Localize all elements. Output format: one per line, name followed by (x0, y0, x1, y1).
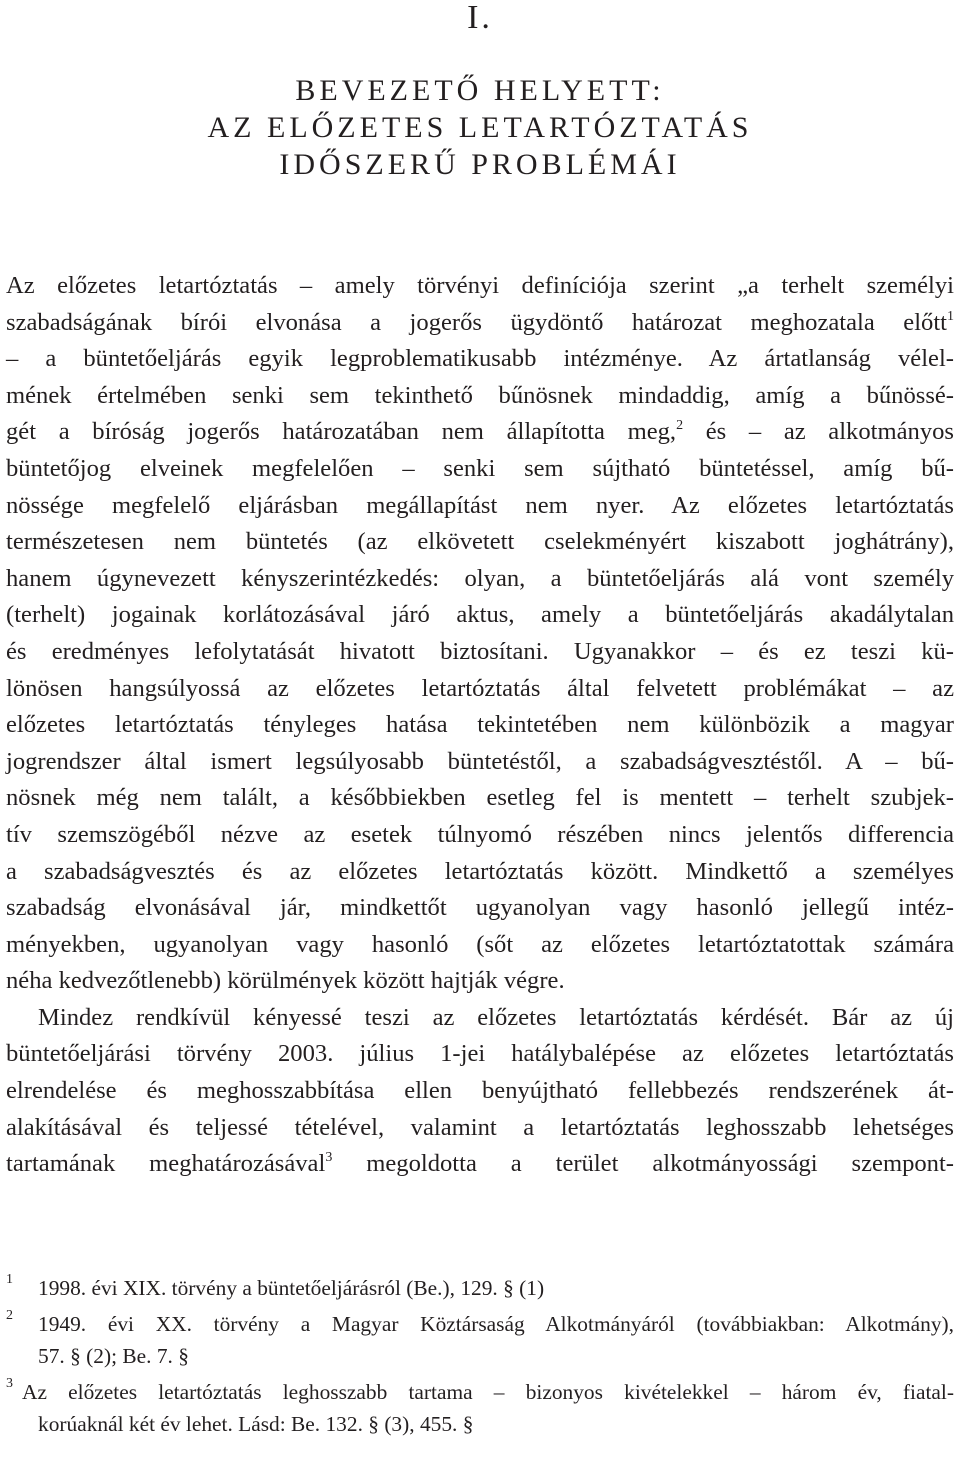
body-line: jogrendszer által ismert legsúlyosabb büntetéstől, a szabadságvesztéstől. A – bű- (6, 747, 954, 775)
body-line: tartamának meghatározásával$^3$ megoldotta a terület alkotmányossági szempont- (6, 1150, 954, 1178)
body-line: természetesen nem büntetés (az elkövetett cselekményért kiszabott joghátrány), (6, 528, 954, 556)
body-line: tív szemszögéből nézve az esetek túlnyomó részében nincs jelentős differencia (6, 820, 954, 848)
chapter-number (0, 0, 960, 38)
body-line: szabadságának bírói elvonása a jogerős ügydöntő határozat meghozatala előtt$^1$ (6, 308, 954, 336)
body-line: Az előzetes letartóztatás – amely törvényi definíciója szerint „a terhelt személyi (6, 272, 954, 299)
footnote-line: 1998. évi XIX. törvény a büntetőeljárásról (Be.), 129. § (1) (38, 1276, 545, 1300)
footnote-line: korúaknál két év lehet. Lásd: Be. 132. § (3), 455. § (38, 1412, 474, 1436)
body-text (6, 268, 954, 1183)
footnote (0, 1272, 954, 1304)
body-line: mének értelmében senki sem tekinthető bűnösnek mindaddig, amíg a bűnössé- (6, 381, 954, 409)
footnote-mark[interactable]: 3 (325, 1150, 333, 1166)
chapter-number-text: I. (467, 0, 493, 36)
body-line: alakításával és teljessé tételével, valamint a letartóztatás leghosszabb lehetséges (6, 1113, 954, 1141)
footnote-mark[interactable]: 2 (676, 418, 684, 434)
body-line: – a büntetőeljárás egyik legproblematikusabb intézménye. Az ártatlanság vélel- (6, 345, 954, 373)
chapter-title (0, 72, 960, 183)
footnote-number: 3 (6, 1376, 13, 1391)
body-line: előzetes letartóztatás tényleges hatása tekintetében nem különbözik a magyar (6, 711, 954, 739)
body-line: ményekben, ugyanolyan vagy hasonló (sőt az előzetes letartóztatottak számára (6, 930, 954, 958)
footnotes (0, 1272, 954, 1444)
body-line: nösnek még nem talált, a későbbiekben esetleg fel is mentett – terhelt szubjek- (6, 784, 954, 812)
body-line: szabadság elvonásával jár, mindkettőt ugyanolyan vagy hasonló jellegű intéz- (6, 894, 954, 922)
body-line: hanem úgynevezett kényszerintézkedés: olyan, a büntetőeljárás alá vont személy (6, 564, 954, 592)
body-line: néha kedvezőtlenebb) körülmények között hajtják végre. (6, 967, 565, 995)
chapter-title-line: BEVEZETŐ HELYETT: (295, 74, 665, 107)
footnote (0, 1308, 954, 1372)
footnote-line: 57. § (2); Be. 7. § (38, 1344, 189, 1368)
body-line: elrendelése és meghosszabbítása ellen benyújtható fellebbezés rendszerének át- (6, 1077, 954, 1105)
footnote-number: 2 (6, 1308, 13, 1323)
chapter-title-line: IDŐSZERŰ PROBLÉMÁI (279, 148, 681, 181)
footnote-line: Az előzetes letartóztatás leghosszabb tartama – bizonyos kivételekkel – három év, fiatal- (22, 1380, 954, 1404)
body-line: Mindez rendkívül kényessé teszi az előzetes letartóztatás kérdését. Bár az új (38, 1003, 954, 1031)
footnote-line: 1949. évi XX. törvény a Magyar Köztársaság Alkotmányáról (továbbiakban: Alkotmány), (38, 1312, 954, 1336)
footnote-mark[interactable]: 1 (947, 308, 954, 324)
chapter-title-line: AZ ELŐZETES LETARTÓZTATÁS (207, 111, 753, 144)
footnote (0, 1376, 954, 1440)
body-line: lönösen hangsúlyossá az előzetes letartóztatás által felvetett problémákat – az (6, 674, 954, 702)
body-line: nössége megfelelő eljárásban megállapítást nem nyer. Az előzetes letartóztatás (6, 491, 954, 519)
footnote-number: 1 (6, 1272, 13, 1287)
body-line: (terhelt) jogainak korlátozásával járó aktus, amely a büntetőeljárás akadálytalan (6, 601, 954, 629)
body-line: gét a bíróság jogerős határozatában nem állapította meg,$^2$ és – az alkotmányos (6, 418, 954, 446)
body-line: és eredményes lefolytatását hivatott biztosítani. Ugyanakkor – és ez teszi kü- (6, 637, 954, 665)
body-line: büntetőjog elveinek megfelelően – senki sem sújtható büntetéssel, amíg bű- (6, 454, 954, 482)
body-line: a szabadságvesztés és az előzetes letartóztatás között. Mindkettő a személyes (6, 857, 954, 885)
body-line: büntetőeljárási törvény 2003. július 1-jei hatálybalépése az előzetes letartóztatás (6, 1040, 954, 1068)
